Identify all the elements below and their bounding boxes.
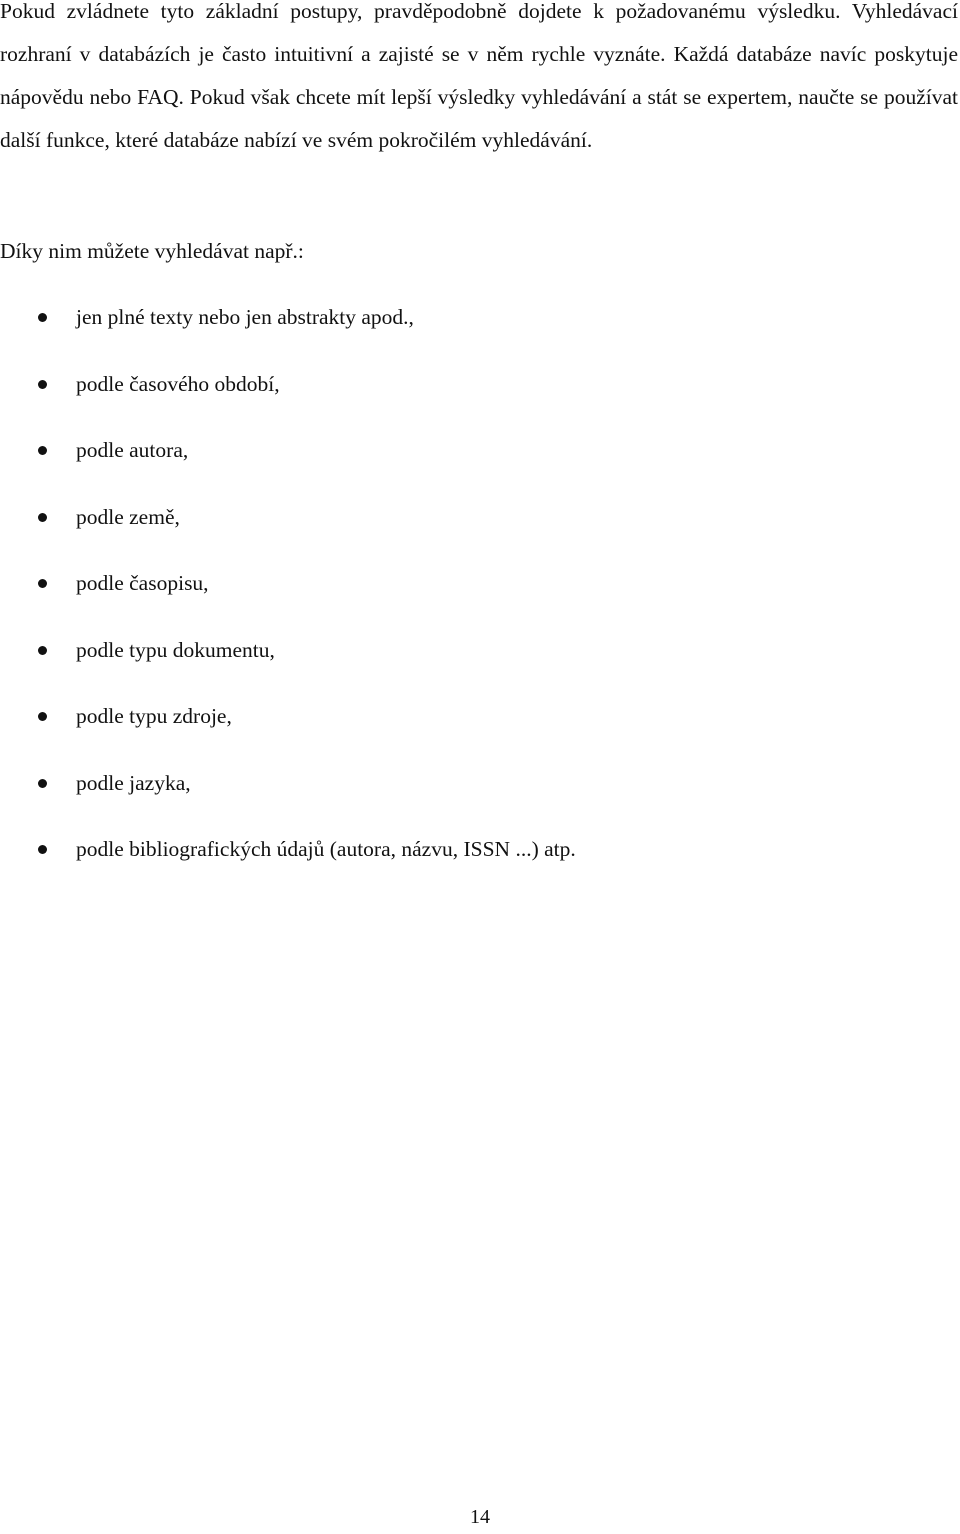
list-item-text: podle jazyka, (76, 770, 191, 795)
list-item (0, 828, 900, 895)
list-item (0, 629, 900, 696)
bullet-icon (38, 845, 47, 854)
intro-paragraph: Pokud zvládnete tyto základní postupy, pravděpodobně dojdete k požadovanému výsledku. Vyhledávací rozhraní v databázích je často intuitivní a zajisté se v něm rychle vyznáte. Každá databáze navíc poskytuje nápovědu nebo FAQ. Pokud však chcete mít lepší výsledky vyhledávání a stát se expertem, naučte se používat další funkce, které databáze nabízí ve svém pokročilém vyhledávání. (0, 0, 958, 152)
list-item-text: podle bibliografických údajů (autora, názvu, ISSN ...) atp. (76, 837, 576, 861)
page-number: 14 (470, 1506, 490, 1528)
list-item-text: podle časového období, (76, 371, 280, 396)
list-item-text: podle autora, (76, 438, 189, 462)
bullet-icon (38, 513, 47, 522)
bullet-icon (38, 712, 47, 721)
search-options-list (0, 296, 900, 895)
list-item-text: podle typu zdroje, (76, 704, 232, 728)
list-item (0, 296, 900, 363)
bullet-icon (38, 380, 47, 389)
list-item-text: podle časopisu, (76, 571, 209, 595)
list-intro-paragraph: Díky nim můžete vyhledávat např.: (0, 239, 304, 263)
list-item-text: jen plné texty nebo jen abstrakty apod., (76, 305, 414, 329)
list-item (0, 429, 900, 496)
list-item (0, 363, 900, 430)
list-item-text: podle typu dokumentu, (76, 637, 275, 662)
list-item (0, 695, 900, 762)
list-item-text: podle země, (76, 504, 180, 529)
list-item (0, 496, 900, 563)
list-item (0, 562, 900, 629)
bullet-icon (38, 779, 47, 788)
bullet-icon (38, 646, 47, 655)
bullet-icon (38, 579, 47, 588)
bullet-icon (38, 446, 47, 455)
list-item (0, 762, 900, 829)
bullet-icon (38, 313, 47, 322)
